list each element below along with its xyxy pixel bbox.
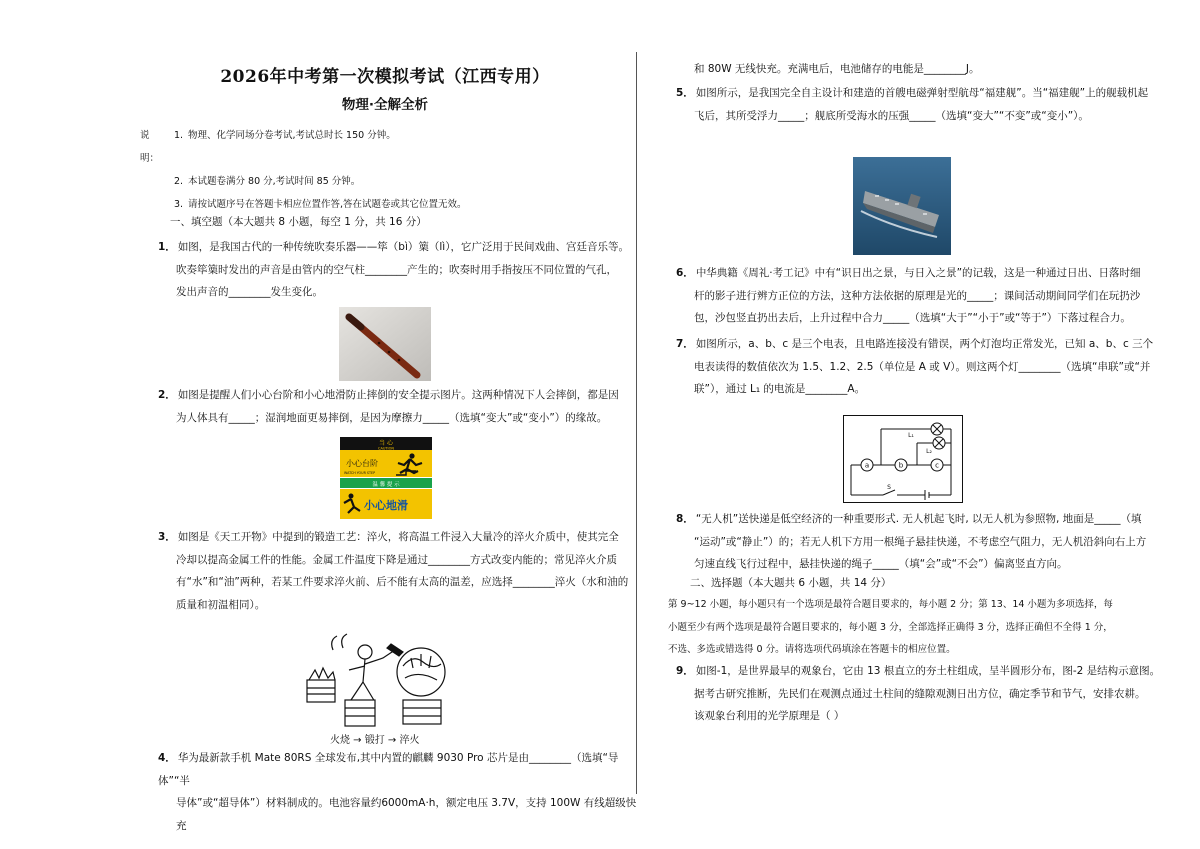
question-line: 该观象台利用的光学原理是（ ） bbox=[694, 710, 845, 722]
question-line: 据考古研究推断，先民们在观测点通过土柱间的缝隙观测日出方位，确定季节和节气，安排农耕。 bbox=[694, 687, 1146, 700]
question-line: 为人体具有_____；湿润地面更易摔倒，是因为摩擦力_____（选填“变大”或“变小”）的缘故。 bbox=[176, 411, 608, 424]
flute-image bbox=[339, 307, 431, 381]
note-number: 2. bbox=[174, 176, 184, 187]
question-line: 包，沙包竖直扔出去后，上升过程中合力_____（选填“大于”“小于”或“等于”）下落过程合力。 bbox=[694, 312, 1131, 324]
question-number: 6． bbox=[676, 267, 694, 279]
question-line: 吹奏筚篥时发出的声音是由管内的空气柱________产生的；吹奏时用手指按压不同位置的气孔， bbox=[176, 263, 617, 276]
forging-illustration bbox=[303, 630, 453, 730]
question-line: 如图所示，a、b、c 是三个电表，且电路连接没有错误，两个灯泡均正常发光，已知 a、b、c 三个 bbox=[695, 338, 1154, 350]
question-line: 飞后，其所受浮力_____；舰底所受海水的压强_____（选填“变大”“不变”或“变小”）。 bbox=[694, 109, 1089, 122]
forging-caption: 火烧 → 锻打 → 淬火 bbox=[330, 735, 420, 746]
question-line: “无人机”送快递是低空经济的一种重要形式. 无人机起飞时, 以无人机为参照物, 地面是_____（填 bbox=[695, 513, 1142, 525]
question-line: 如图-1，是世界最早的观象台，它由 13 根直立的夯土柱组成，呈半圆形分布，图-2 是结构示意图。 bbox=[695, 665, 1161, 677]
question-2 bbox=[158, 384, 638, 429]
question-7 bbox=[676, 333, 1176, 401]
safety-sign-image bbox=[340, 437, 432, 519]
meter-a-label: a bbox=[864, 461, 870, 470]
note-text: 请按试题序号在答题卡相应位置作答,答在试题卷或其它位置无效。 bbox=[188, 199, 467, 210]
section-title: 一、填空题（本大题共 8 小题，每空 1 分，共 16 分） bbox=[170, 216, 427, 228]
question-line: 联”），通过 L₁ 的电流是________A。 bbox=[694, 383, 866, 395]
question-number: 8． bbox=[676, 513, 694, 525]
question-3 bbox=[158, 526, 638, 616]
question-line: 杆的影子进行辨方正位的方法，这种方法依据的原理是光的_____；课间活动期间同学们在玩扔沙 bbox=[694, 289, 1141, 302]
question-number: 7． bbox=[676, 338, 694, 350]
question-line: 如图所示，是我国完全自主设计和建造的首艘电磁弹射型航母“福建舰”。当“福建舰”上的舰载机起 bbox=[695, 87, 1149, 99]
question-number: 9． bbox=[676, 665, 694, 677]
question-line: 发出声音的________发生变化。 bbox=[176, 286, 323, 298]
circuit-diagram bbox=[843, 415, 963, 503]
question-line: 如图是提醒人们小心台阶和小心地滑防止摔倒的安全提示图片。这两种情况下人会摔倒，都是因 bbox=[177, 389, 619, 401]
question-8 bbox=[676, 508, 1176, 576]
question-number: 2． bbox=[158, 389, 176, 401]
note-number: 1. bbox=[174, 130, 184, 141]
question-5 bbox=[676, 82, 1176, 127]
question-4-cont: 和 80W 无线快充。充满电后，电池储存的电能是________J。 bbox=[694, 63, 980, 75]
note-row bbox=[140, 170, 630, 193]
lamp-l2-label: L₂ bbox=[926, 448, 932, 455]
question-9 bbox=[676, 660, 1176, 728]
question-number: 1． bbox=[158, 241, 176, 253]
page-subtitle: 物理·全解全析 bbox=[341, 97, 429, 113]
note-text: 物理、化学同场分卷考试,考试总时长 150 分钟。 bbox=[188, 130, 396, 141]
meter-c-label: c bbox=[935, 461, 939, 470]
note-text: 本试题卷满分 80 分,考试时间 85 分钟。 bbox=[188, 176, 361, 187]
switch-label: S bbox=[887, 484, 891, 491]
note-number: 3. bbox=[174, 199, 184, 210]
question-number: 3． bbox=[158, 531, 176, 543]
aircraft-carrier-image bbox=[853, 157, 951, 255]
question-line: 如图是《天工开物》中提到的锻造工艺：淬火，将高温工件浸入大量冷的淬火介质中，使其完全 bbox=[177, 531, 619, 543]
question-line: 中华典籍《周礼·考工记》中有“识日出之景，与日入之景”的记载，这是一种通过日出、日落时细 bbox=[695, 267, 1141, 279]
question-6 bbox=[676, 262, 1176, 330]
question-line: “运动”或“静止”）的；若无人机下方用一根绳子悬挂快递，不考虑空气阻力，无人机沿斜向右上方 bbox=[694, 535, 1147, 548]
question-line: 有“水”和“油”两种，若某工件要求淬火前、后不能有太高的温差，应选择________淬火（水和油的 bbox=[176, 576, 629, 588]
question-number: 4． bbox=[158, 752, 176, 764]
exam-notes bbox=[140, 124, 630, 216]
question-1 bbox=[158, 236, 638, 304]
notes-label: 说明： bbox=[140, 130, 160, 164]
question-line: 导体”或“超导体”）材料制成的。电池容量约6000mA·h，额定电压 3.7V，支持 100W 有线超级快充 bbox=[176, 797, 637, 832]
section-desc-line: 小题至少有两个选项是最符合题目要求的，每小题 3 分，全部选择正确得 3 分，选择正确但不全得 1 分， bbox=[668, 621, 1113, 633]
lamp-l2-icon bbox=[933, 437, 945, 449]
sign-caution-en: CAUTION bbox=[378, 446, 394, 451]
question-line: 华为最新款手机 Mate 80RS 全球发布,其中内置的麒麟 9030 Pro 芯片是由________（选填“导体”“半 bbox=[158, 752, 619, 787]
section-desc-line: 不选、多选或错选得 0 分。请将选项代码填涂在答题卡的相应位置。 bbox=[668, 644, 956, 655]
question-number: 5． bbox=[676, 87, 694, 99]
sign-step-en: WATCH YOUR STEP bbox=[344, 471, 376, 475]
lamp-l1-icon bbox=[931, 423, 943, 435]
note-row bbox=[140, 124, 630, 170]
sign-slip-text: 小心地滑 bbox=[364, 499, 408, 512]
section-desc-line: 第 9~12 小题，每小题只有一个选项是最符合题目要求的，每小题 2 分；第 13、14 小题为多项选择，每 bbox=[668, 599, 1113, 610]
question-line: 电表读得的数值依次为 1.5、1.2、2.5（单位是 A 或 V）。则这两个灯________（选填“串联”或“并 bbox=[694, 360, 1151, 373]
question-line: 匀速直线飞行过程中，悬挂快递的绳子_____（填“会”或“不会”）偏离竖直方向。 bbox=[694, 558, 1068, 570]
meter-b-label: b bbox=[898, 461, 904, 470]
question-4 bbox=[158, 747, 638, 837]
section-description bbox=[668, 594, 1178, 662]
sign-step-text: 小心台阶 bbox=[346, 459, 378, 468]
page-title: 2026年中考第一次模拟考试（江西专用） bbox=[220, 67, 550, 87]
question-line: 质量和初温相同）。 bbox=[176, 598, 266, 611]
sign-caution-head: 当 心 bbox=[379, 440, 393, 447]
lamp-l1-label: L₁ bbox=[908, 432, 914, 439]
question-line: 冷却以提高金属工件的性能。金属工件温度下降是通过________方式改变内能的；常见淬火介质 bbox=[176, 553, 617, 566]
question-line: 如图，是我国古代的一种传统吹奏乐器——筚（bì）篥（lì），它广泛用于民间戏曲、宫廷音乐等。 bbox=[177, 241, 629, 253]
sign-tip-head: 温 馨 提 示 bbox=[372, 482, 400, 488]
section-title: 二、选择题（本大题共 6 小题，共 14 分） bbox=[690, 577, 892, 589]
